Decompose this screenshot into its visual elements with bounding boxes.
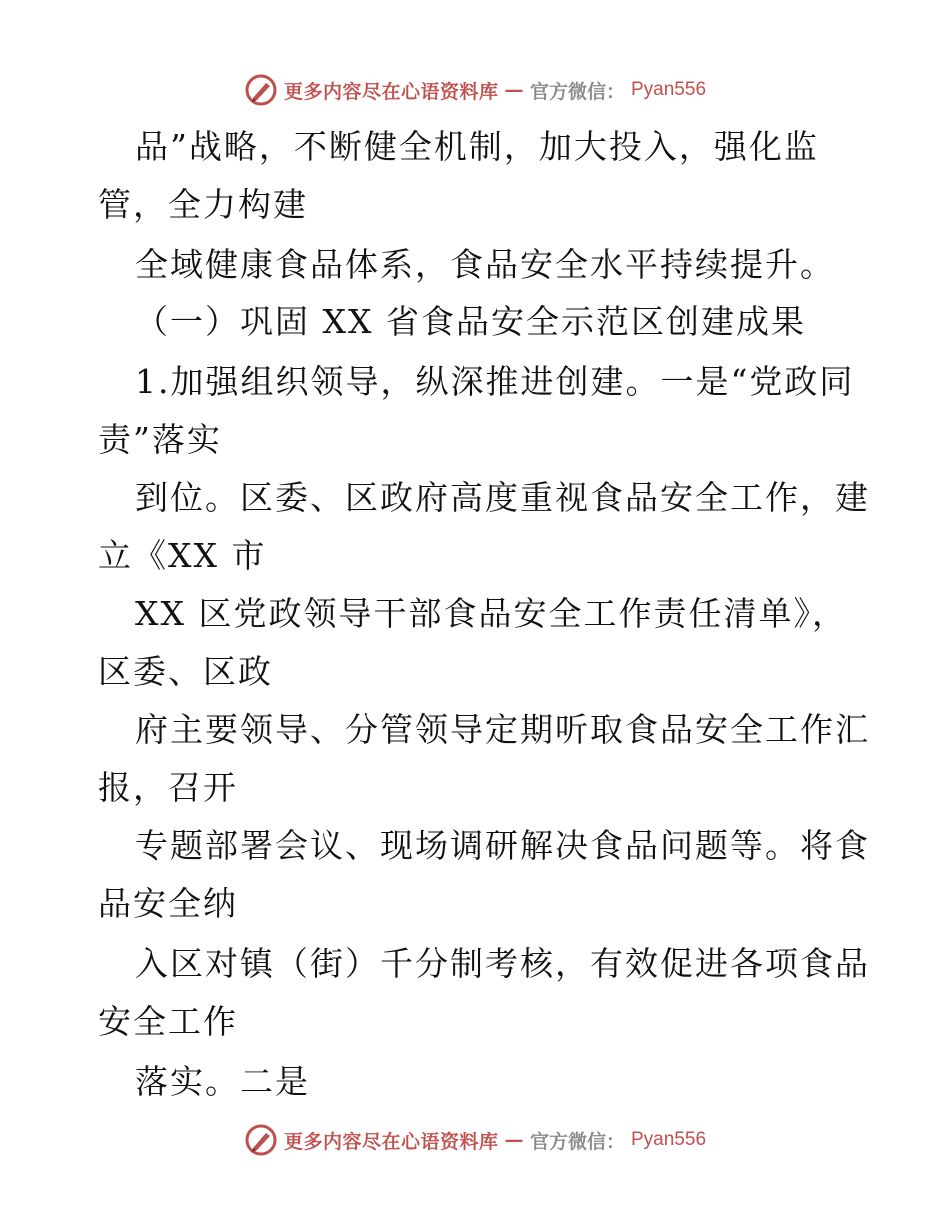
text-line: 1.加强组织领导，纵深推进创建。一是“党政同 — [135, 362, 855, 401]
text-line: 到位。区委、区政府高度重视食品安全工作，建 — [135, 478, 870, 517]
text-line: 安全工作 — [98, 1002, 238, 1041]
text-line: 责”落实 — [98, 420, 222, 459]
text-line: 品安全纳 — [98, 884, 238, 923]
banner-dash: — — [504, 1129, 524, 1151]
text-line: 入区对镇（街）千分制考核，有效促进各项食品 — [135, 944, 870, 983]
text-line: 品”战略，不断健全机制，加大投入，强化监 — [135, 127, 819, 166]
text-line: XX 区党政领导干部食品安全工作责任清单》， — [135, 594, 847, 633]
pen-logo-icon — [244, 1123, 278, 1157]
text-line: 管，全力构建 — [98, 185, 308, 224]
pen-logo-icon — [244, 73, 278, 107]
banner-wechat-id: Pyan556 — [631, 1129, 707, 1150]
banner-site-text: 更多内容尽在心语资料库 — [283, 80, 499, 103]
banner-site-text: 更多内容尽在心语资料库 — [283, 1130, 499, 1153]
banner — [244, 73, 706, 107]
text-line: 全域健康食品体系，食品安全水平持续提升。 — [135, 245, 835, 284]
banner-wechat-id: Pyan556 — [631, 79, 707, 100]
banner — [244, 1123, 706, 1157]
text-line: 区委、区政 — [98, 652, 273, 691]
text-line: 府主要领导、分管领导定期听取食品安全工作汇 — [135, 710, 870, 749]
footer-banner — [0, 1120, 950, 1160]
section-heading: （一）巩固 XX 省食品安全示范区创建成果 — [135, 302, 806, 341]
text-line: 立《XX 市 — [98, 536, 267, 575]
banner-wechat-label: 官方微信： — [529, 1130, 625, 1153]
banner-wechat-label: 官方微信： — [529, 80, 625, 103]
text-line: 报，召开 — [98, 768, 238, 807]
text-line: 专题部署会议、现场调研解决食品问题等。将食 — [135, 826, 870, 865]
header-banner — [0, 70, 950, 110]
text-line: 落实。二是 — [135, 1062, 310, 1101]
banner-dash: — — [504, 79, 524, 101]
